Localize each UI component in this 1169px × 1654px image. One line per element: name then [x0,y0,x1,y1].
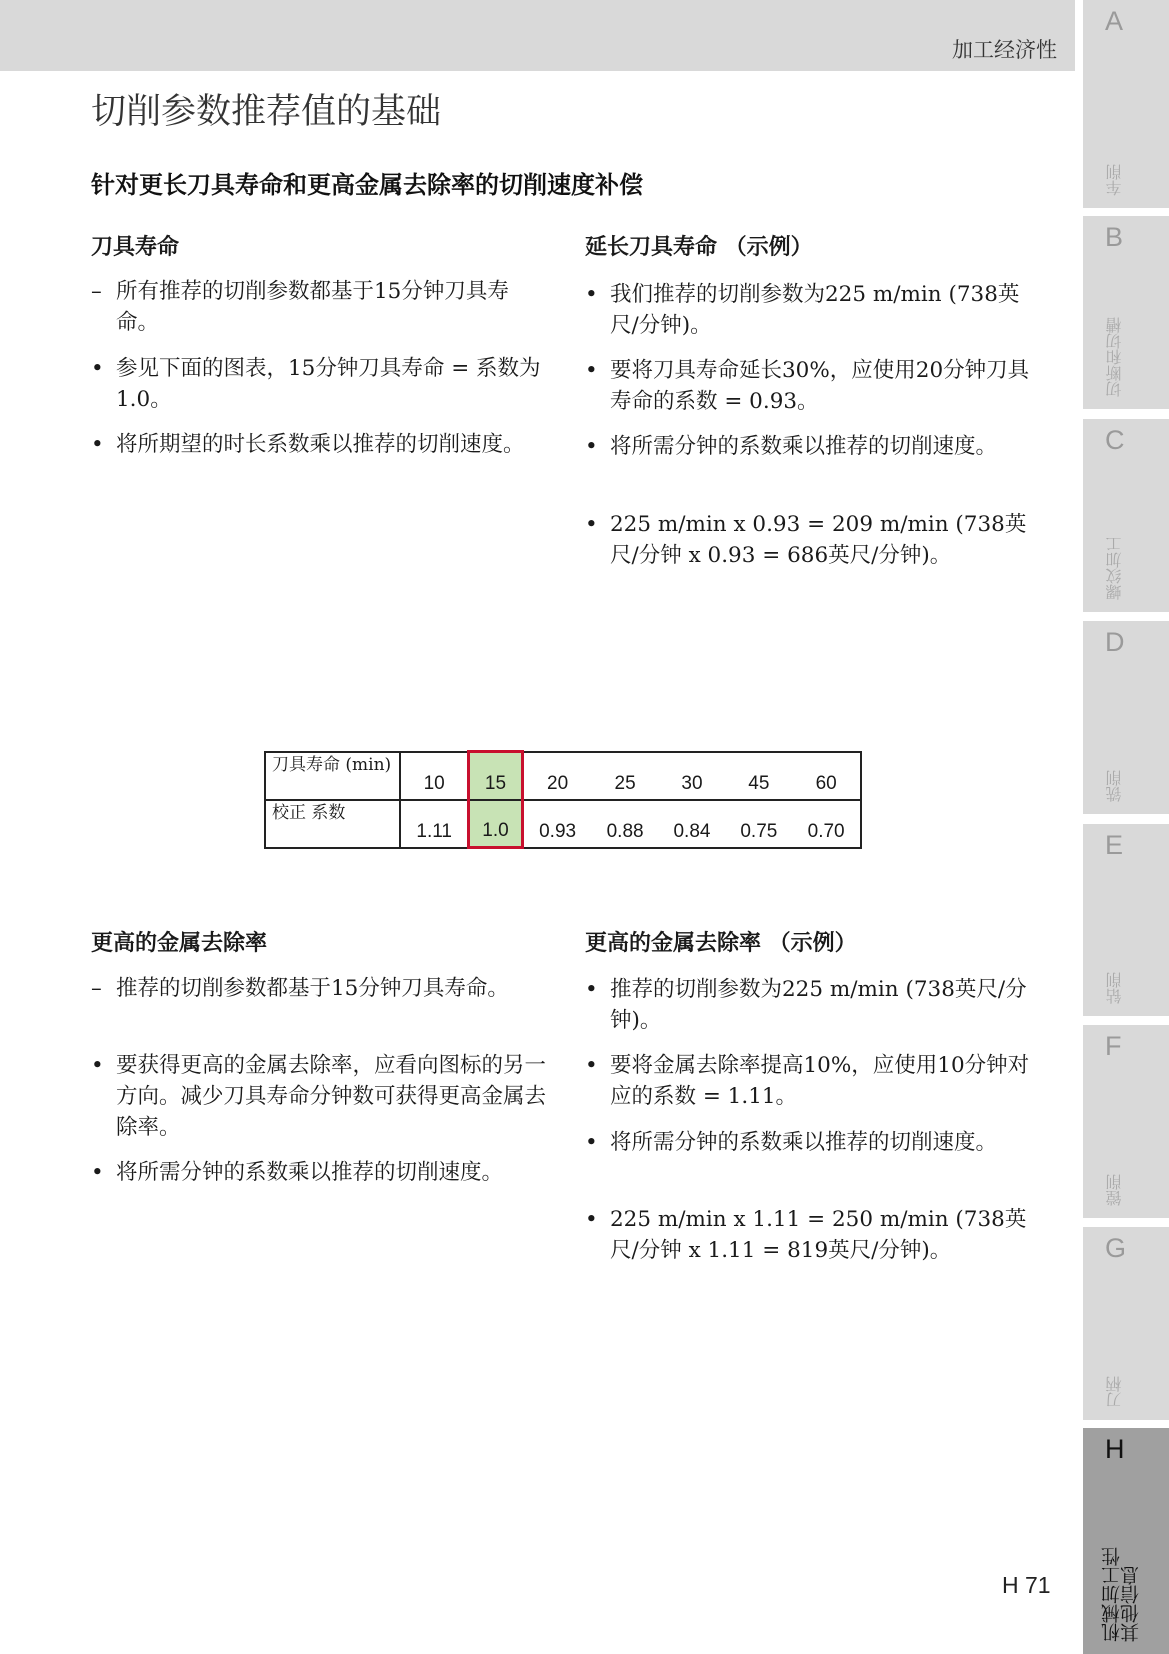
list-item: • 要将刀具寿命延长30%，应使用20分钟刀具寿命的系数 = 0.93。 [585,358,1030,414]
list-item: • 225 m/min x 1.11 = 250 m/min (738英尺/分钟 x 1.11 = 819英尺/分钟)。 [585,1207,1027,1263]
table-cell: 0.88 [592,800,659,848]
list-item: • 要将金属去除率提高10%，应使用10分钟对应的系数 = 1.11。 [585,1053,1030,1109]
tab-machinability-other[interactable]: H 机械加工性 其他信息 [1083,1428,1169,1654]
section-heading: 延长刀具寿命 （示例） [585,235,813,260]
section-label: 加工经济性 [952,38,1057,62]
section-heading: 更高的金属去除率 [91,931,268,956]
row-header: 刀具寿命 (min) [265,752,400,800]
list-item: • 我们推荐的切削参数为225 m/min (738英尺/分钟)。 [585,282,1020,338]
table-cell: 0.84 [659,800,726,848]
table-row [265,800,861,848]
tab-threading[interactable]: C 螺纹加工 [1083,419,1169,612]
table-cell: 1.11 [400,800,469,848]
table-cell: 45 [725,752,792,800]
list-item: – 推荐的切削参数都基于15分钟刀具寿命。 [91,976,509,1001]
page-title: 切削参数推荐值的基础 [91,92,442,132]
list-item: • 将所需分钟的系数乘以推荐的切削速度。 [91,1160,504,1185]
table-cell: 20 [522,752,592,800]
table-cell: 60 [792,752,861,800]
table-cell-highlighted: 15 [469,752,522,800]
page-subtitle: 针对更长刀具寿命和更高金属去除率的切削速度补偿 [91,171,643,199]
table-cell: 30 [659,752,726,800]
table-cell: 0.70 [792,800,861,848]
table-cell: 0.75 [725,800,792,848]
list-item: • 要获得更高的金属去除率，应看向图标的另一方向。减少刀具寿命分钟数可获得更高金属去除率。 [91,1053,547,1140]
tab-tool-holding[interactable]: G 刀柄 [1083,1227,1169,1420]
table-cell: 0.93 [522,800,592,848]
header-band [0,0,1075,71]
section-heading: 刀具寿命 [91,235,180,260]
tab-parting-grooving[interactable]: B 切断和切槽 [1083,216,1169,409]
section-heading: 更高的金属去除率 （示例） [585,931,857,956]
tab-drilling[interactable]: E 钻削 [1083,824,1169,1016]
list-item: • 推荐的切削参数为225 m/min (738英尺/分钟)。 [585,977,1027,1033]
tab-boring[interactable]: F 镗削 [1083,1025,1169,1218]
tab-milling[interactable]: D 铣削 [1083,621,1169,814]
table-cell: 10 [400,752,469,800]
list-item: • 225 m/min x 0.93 = 209 m/min (738英尺/分钟 x 0.93 = 686英尺/分钟)。 [585,512,1027,568]
table-cell-highlighted: 1.0 [469,800,522,848]
table-cell: 25 [592,752,659,800]
list-item: • 将所期望的时长系数乘以推荐的切削速度。 [91,432,525,457]
list-item: – 所有推荐的切削参数都基于15分钟刀具寿命。 [91,279,509,335]
table-row [265,752,861,800]
row-header: 校正 系数 [265,800,400,848]
list-item: • 将所需分钟的系数乘以推荐的切削速度。 [585,1130,998,1155]
page-number: H 71 [1002,1572,1051,1598]
correction-factor-table [264,750,862,849]
tab-turning[interactable]: A 车削 [1083,0,1169,208]
list-item: • 参见下面的图表，15分钟刀具寿命 = 系数为1.0。 [91,356,541,412]
list-item: • 将所需分钟的系数乘以推荐的切削速度。 [585,434,998,459]
